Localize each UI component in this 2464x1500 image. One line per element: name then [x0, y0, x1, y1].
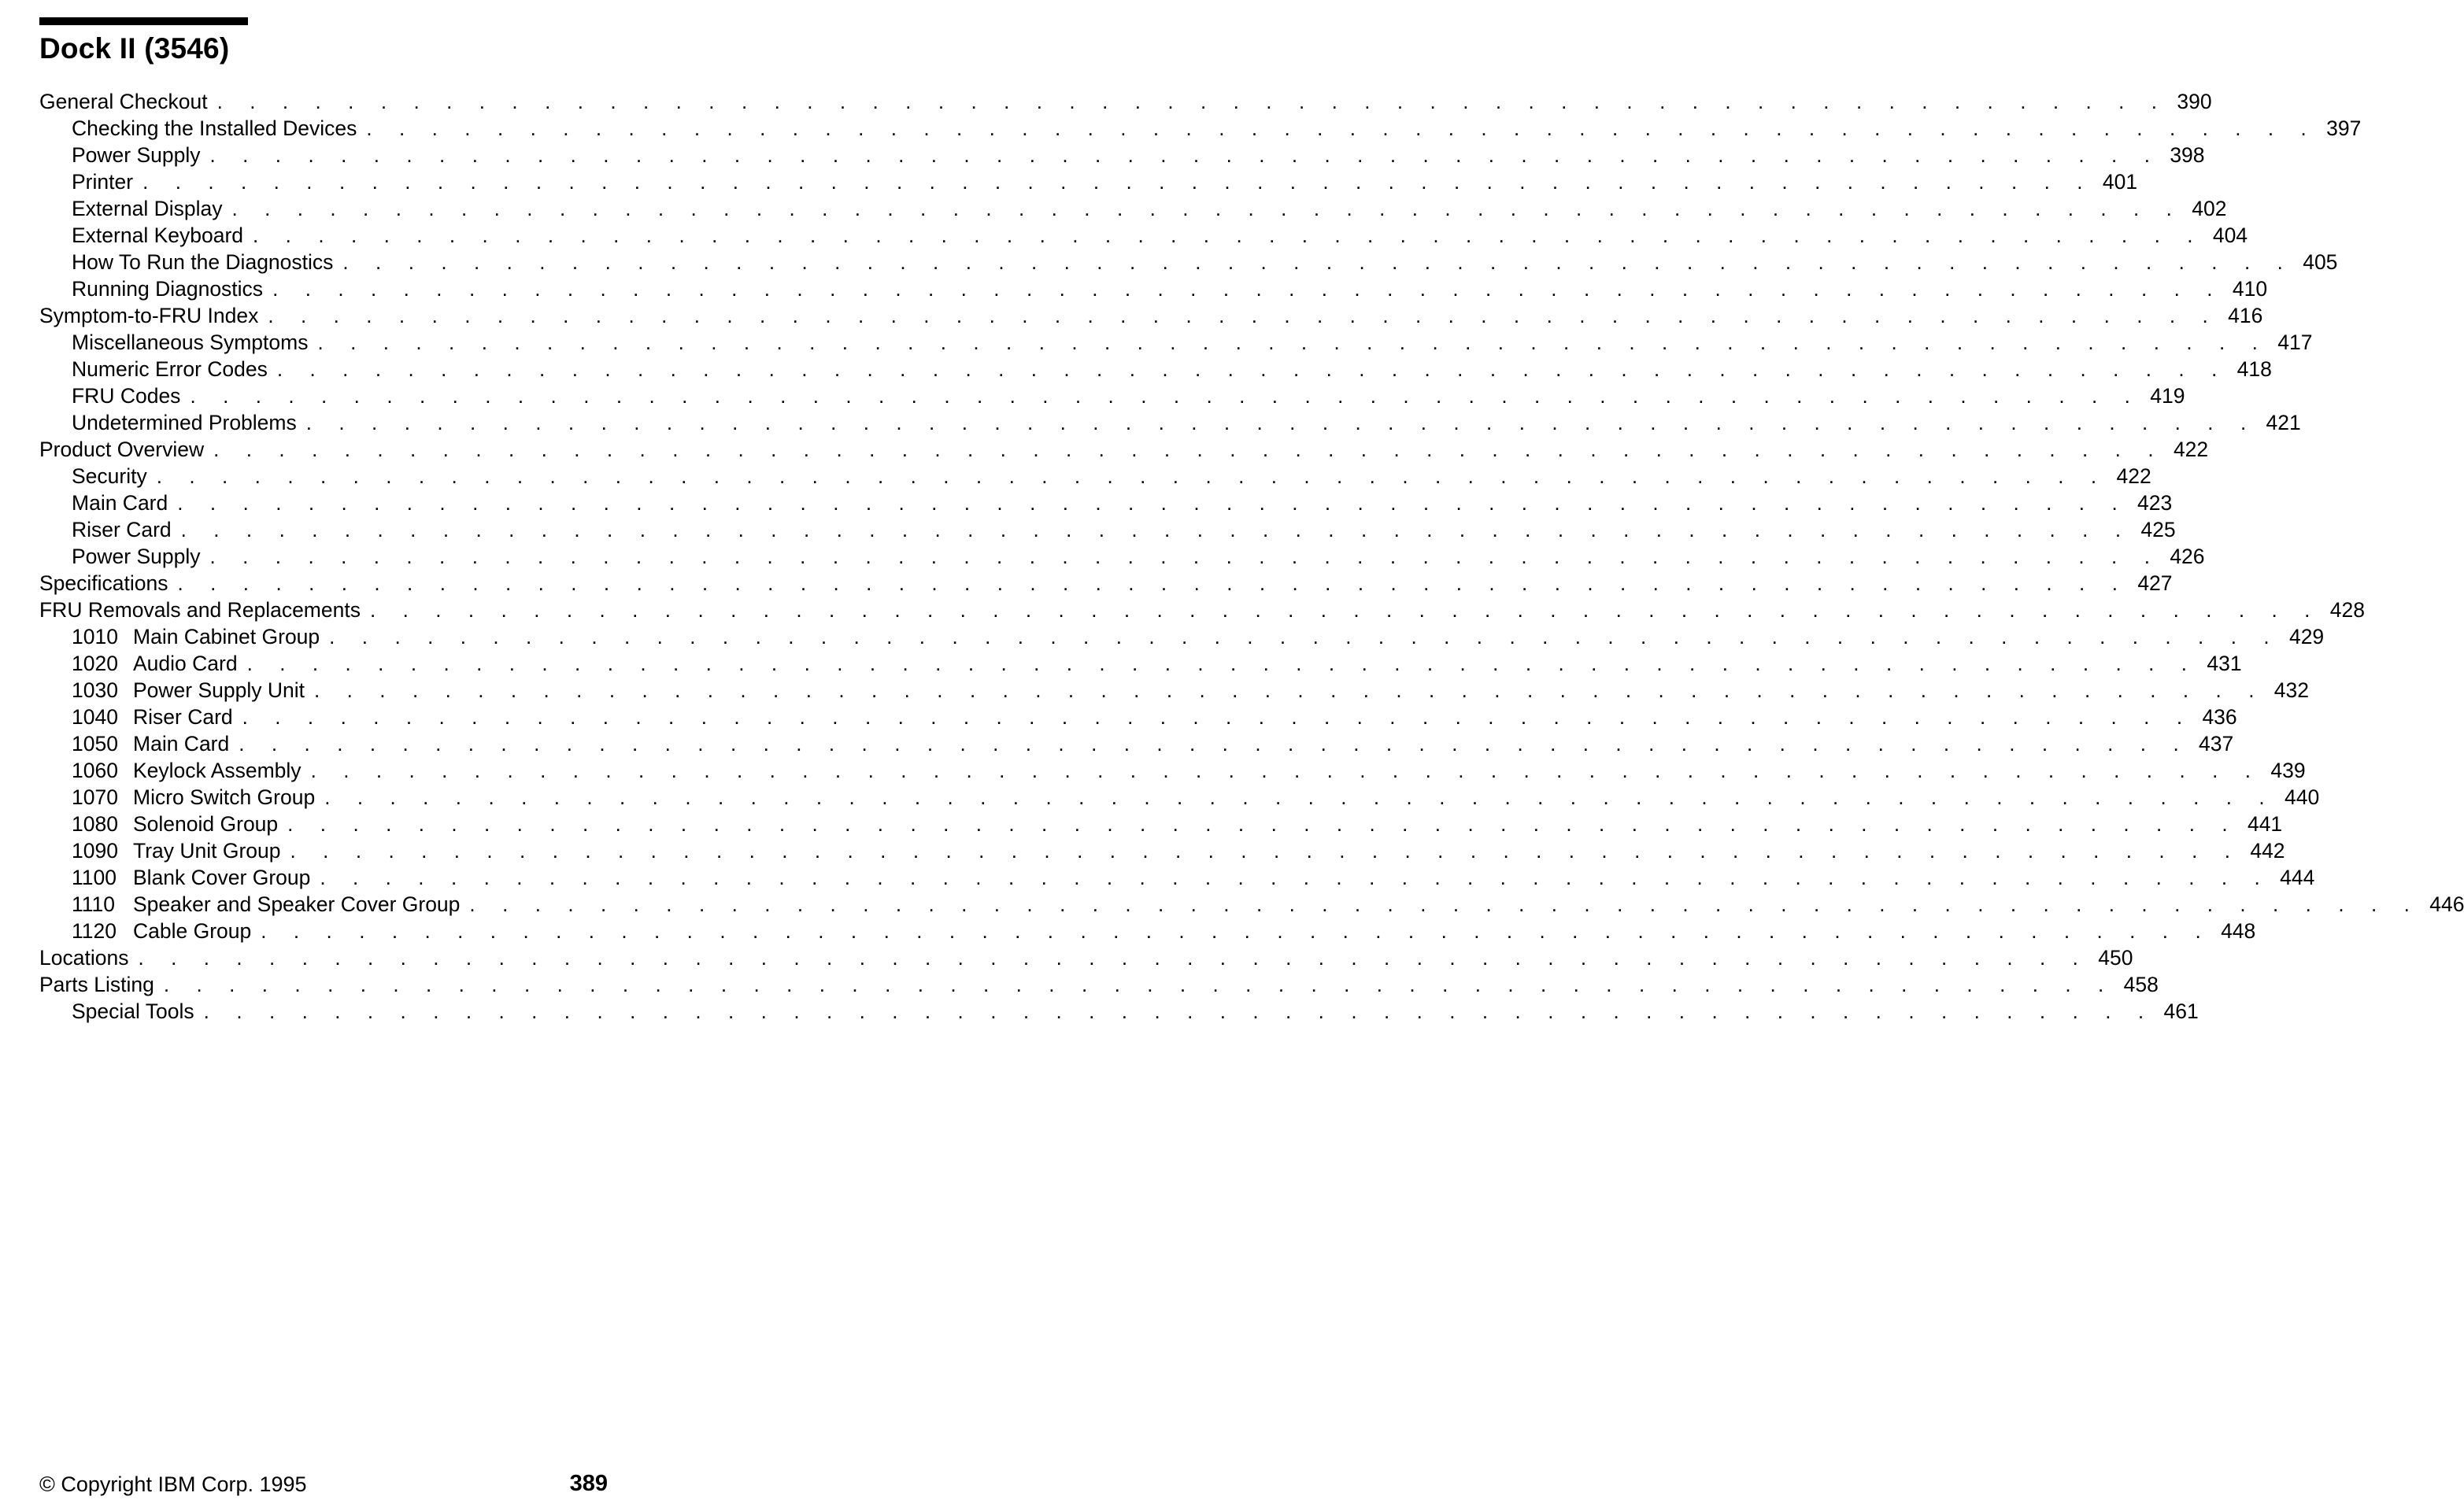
toc-entry-page: 437: [2199, 732, 2234, 756]
toc-entry-page: 436: [2202, 705, 2237, 729]
toc-entry-label: Power Supply: [72, 545, 201, 568]
toc-entry-page: 444: [2280, 866, 2315, 889]
page-title: Dock II (3546): [39, 32, 230, 65]
toc-entry-label: Tray Unit Group: [133, 839, 281, 863]
dot-leader: . . . . . . . . . . . . . . . . . . . . . . . . . . . . . . . . . . . . . . . . . . . . . . . . . . . . . . . . . . . .: [209, 143, 2161, 167]
toc-entry-page: 431: [2207, 652, 2242, 675]
dot-leader: . . . . . . . . . . . . . . . . . . . . . . . . . . . . . . . . . . . . . . . . . . . . . . . . . . . . . . . . . . . .: [268, 304, 2219, 327]
dot-leader: . . . . . . . . . . . . . . . . . . . . . . . . . . . . . . . . . . . . . . . . . . . . . . . . . . . . . . . . . . . .: [261, 919, 2212, 943]
dot-leader: . . . . . . . . . . . . . . . . . . . . . . . . . . . . . . . . . . . . . . . . . . . . . . . . . . . . . . . . . . . .: [190, 384, 2141, 408]
toc-entry-number: 1110: [72, 892, 116, 916]
toc-entry[interactable]: [39, 597, 2365, 623]
toc-entry[interactable]: [39, 944, 2133, 971]
table-of-contents: [39, 88, 2464, 1025]
toc-entry[interactable]: [39, 623, 2325, 650]
dot-leader: . . . . . . . . . . . . . . . . . . . . . . . . . . . . . . . . . . . . . . . . . . . . . . . . . . . . . . . . . . . .: [366, 116, 2318, 140]
toc-entry[interactable]: [39, 891, 2464, 918]
toc-entry-label: Undetermined Problems: [72, 411, 297, 434]
toc-entry-label: Specifications: [39, 571, 168, 595]
toc-entry[interactable]: [39, 677, 2310, 704]
dot-leader: . . . . . . . . . . . . . . . . . . . . . . . . . . . . . . . . . . . . . . . . . . . . . . . . . . . . . . . . . . . .: [138, 946, 2089, 970]
toc-entry-label: Riser Card: [72, 518, 172, 541]
dot-leader: . . . . . . . . . . . . . . . . . . . . . . . . . . . . . . . . . . . . . . . . . . . . . . . . . . . . . . . . . . . .: [310, 759, 2262, 782]
page-number: 389: [569, 1471, 608, 1496]
toc-entry-page: 461: [2163, 999, 2199, 1023]
toc-entry-label: Speaker and Speaker Cover Group: [133, 892, 461, 916]
toc-entry-label: Parts Listing: [39, 973, 154, 996]
toc-entry-page: 441: [2247, 812, 2283, 836]
toc-entry-label: Main Card: [72, 491, 168, 515]
toc-entry-label: Power Supply: [72, 143, 201, 167]
toc-entry[interactable]: [39, 356, 2272, 382]
toc-entry-page: 422: [2116, 464, 2151, 488]
toc-entry[interactable]: [39, 142, 2205, 168]
toc-entry-page: 426: [2170, 545, 2205, 568]
dot-leader: . . . . . . . . . . . . . . . . . . . . . . . . . . . . . . . . . . . . . . . . . . . . . . . . . . . . . . . . . . . .: [242, 705, 2193, 729]
dot-leader: . . . . . . . . . . . . . . . . . . . . . . . . . . . . . . . . . . . . . . . . . . . . . . . . . . . . . . . . . . . .: [317, 331, 2269, 354]
toc-entry[interactable]: [39, 570, 2173, 597]
toc-entry-page: 422: [2173, 438, 2209, 461]
toc-entry[interactable]: [39, 275, 2268, 302]
toc-entry-page: 442: [2250, 839, 2285, 863]
toc-entry-page: 446: [2429, 892, 2464, 916]
toc-entry-page: 390: [2177, 90, 2212, 113]
toc-entry-label: Symptom-to-FRU Index: [39, 304, 259, 327]
toc-entry[interactable]: [39, 195, 2227, 222]
toc-entry-number: 1070: [72, 785, 118, 809]
toc-entry[interactable]: [39, 998, 2199, 1025]
toc-entry-label: Checking the Installed Devices: [72, 116, 357, 140]
dot-leader: . . . . . . . . . . . . . . . . . . . . . . . . . . . . . . . . . . . . . . . . . . . . . . . . . . . . . . . . . . . .: [469, 892, 2421, 916]
dot-leader: . . . . . . . . . . . . . . . . . . . . . . . . . . . . . . . . . . . . . . . . . . . . . . . . . . . . . . . . . . . .: [177, 571, 2129, 595]
toc-entry-number: 1050: [72, 732, 118, 756]
dot-leader: . . . . . . . . . . . . . . . . . . . . . . . . . . . . . . . . . . . . . . . . . . . . . . . . . . . . . . . . . . . .: [324, 785, 2276, 809]
toc-entry-label: Main Cabinet Group: [133, 625, 320, 648]
dot-leader: . . . . . . . . . . . . . . . . . . . . . . . . . . . . . . . . . . . . . . . . . . . . . . . . . . . . . . . . . . . .: [203, 999, 2155, 1023]
toc-entry-label: Security: [72, 464, 147, 488]
toc-entry[interactable]: [39, 971, 2159, 998]
toc-entry[interactable]: [39, 382, 2185, 409]
title-rule: [39, 17, 248, 25]
toc-entry-page: 425: [2140, 518, 2176, 541]
toc-entry-page: 405: [2303, 250, 2338, 274]
dot-leader: . . . . . . . . . . . . . . . . . . . . . . . . . . . . . . . . . . . . . . . . . . . . . . . . . . . . . . . . . . . .: [177, 491, 2129, 515]
toc-entry[interactable]: [39, 837, 2285, 864]
toc-entry-number: 1020: [72, 652, 118, 675]
toc-entry-number: 1080: [72, 812, 118, 836]
toc-entry-page: 417: [2277, 331, 2313, 354]
dot-leader: . . . . . . . . . . . . . . . . . . . . . . . . . . . . . . . . . . . . . . . . . . . . . . . . . . . . . . . . . . . .: [369, 598, 2321, 622]
dot-leader: . . . . . . . . . . . . . . . . . . . . . . . . . . . . . . . . . . . . . . . . . . . . . . . . . . . . . . . . . . . .: [239, 732, 2190, 756]
toc-entry-number: 1090: [72, 839, 118, 863]
toc-entry-page: 397: [2326, 116, 2362, 140]
toc-entry[interactable]: [39, 704, 2237, 730]
toc-entry-page: 448: [2221, 919, 2256, 943]
toc-entry-page: 440: [2285, 785, 2320, 809]
toc-entry[interactable]: [39, 757, 2306, 784]
toc-entry[interactable]: [39, 811, 2283, 837]
toc-entry[interactable]: [39, 864, 2315, 891]
toc-entry-label: Product Overview: [39, 438, 205, 461]
toc-entry-number: 1100: [72, 866, 117, 889]
toc-entry[interactable]: [39, 918, 2256, 944]
toc-entry-label: Main Card: [133, 732, 230, 756]
toc-entry-label: Audio Card: [133, 652, 238, 675]
toc-entry-label: Printer: [72, 170, 134, 194]
toc-entry-number: 1120: [72, 919, 117, 943]
dot-leader: . . . . . . . . . . . . . . . . . . . . . . . . . . . . . . . . . . . . . . . . . . . . . . . . . . . . . . . . . . . .: [213, 438, 2165, 461]
toc-entry[interactable]: [39, 115, 2362, 142]
dot-leader: . . . . . . . . . . . . . . . . . . . . . . . . . . . . . . . . . . . . . . . . . . . . . . . . . . . . . . . . . . . .: [272, 277, 2224, 301]
dot-leader: . . . . . . . . . . . . . . . . . . . . . . . . . . . . . . . . . . . . . . . . . . . . . . . . . . . . . . . . . . . .: [276, 357, 2228, 381]
toc-entry-page: 423: [2137, 491, 2173, 515]
toc-entry-page: 432: [2273, 678, 2310, 702]
dot-leader: . . . . . . . . . . . . . . . . . . . . . . . . . . . . . . . . . . . . . . . . . . . . . . . . . . . . . . . . . . . .: [320, 866, 2271, 889]
toc-entry[interactable]: [39, 730, 2234, 757]
toc-entry[interactable]: [39, 516, 2176, 543]
dot-leader: . . . . . . . . . . . . . . . . . . . . . . . . . . . . . . . . . . . . . . . . . . . . . . . . . . . . . . . . . . . .: [142, 170, 2094, 194]
dot-leader: . . . . . . . . . . . . . . . . . . . . . . . . . . . . . . . . . . . . . . . . . . . . . . . . . . . . . . . . . . . .: [314, 678, 2266, 702]
toc-entry[interactable]: [39, 222, 2248, 249]
toc-entry-page: 404: [2212, 224, 2248, 247]
toc-entry-label: Running Diagnostics: [72, 277, 264, 301]
toc-entry-number: 1030: [72, 678, 118, 702]
toc-entry-page: 450: [2098, 946, 2133, 970]
dot-leader: . . . . . . . . . . . . . . . . . . . . . . . . . . . . . . . . . . . . . . . . . . . . . . . . . . . . . . . . . . . .: [305, 411, 2257, 434]
toc-entry-page: 439: [2270, 759, 2306, 782]
toc-entry[interactable]: [39, 784, 2320, 811]
toc-entry-label: Power Supply Unit: [133, 678, 305, 702]
toc-entry[interactable]: [39, 650, 2242, 677]
toc-entry[interactable]: [39, 302, 2263, 329]
dot-leader: . . . . . . . . . . . . . . . . . . . . . . . . . . . . . . . . . . . . . . . . . . . . . . . . . . . . . . . . . . . .: [163, 973, 2114, 996]
toc-entry-label: Numeric Error Codes: [72, 357, 268, 381]
toc-entry-label: Micro Switch Group: [133, 785, 316, 809]
toc-entry-label: External Display: [72, 197, 223, 220]
toc-entry-label: How To Run the Diagnostics: [72, 250, 334, 274]
toc-entry-label: General Checkout: [39, 90, 208, 113]
dot-leader: . . . . . . . . . . . . . . . . . . . . . . . . . . . . . . . . . . . . . . . . . . . . . . . . . . . . . . . . . . . .: [156, 464, 2107, 488]
toc-entry-page: 418: [2236, 357, 2272, 381]
toc-entry-label: Locations: [39, 946, 129, 970]
toc-entry-page: 401: [2102, 170, 2138, 194]
dot-leader: . . . . . . . . . . . . . . . . . . . . . . . . . . . . . . . . . . . . . . . . . . . . . . . . . . . . . . . . . . . .: [287, 812, 2239, 836]
toc-entry[interactable]: [39, 168, 2138, 195]
dot-leader: . . . . . . . . . . . . . . . . . . . . . . . . . . . . . . . . . . . . . . . . . . . . . . . . . . . . . . . . . . . .: [216, 90, 2168, 113]
toc-entry-page: 428: [2329, 598, 2365, 622]
dot-leader: . . . . . . . . . . . . . . . . . . . . . . . . . . . . . . . . . . . . . . . . . . . . . . . . . . . . . . . . . . . .: [329, 625, 2281, 648]
toc-entry-label: Miscellaneous Symptoms: [72, 331, 309, 354]
toc-entry[interactable]: [39, 249, 2338, 275]
toc-entry-page: 419: [2150, 384, 2185, 408]
toc-entry[interactable]: [39, 463, 2151, 490]
toc-entry-label: Solenoid Group: [133, 812, 279, 836]
toc-entry-label: Special Tools: [72, 999, 194, 1023]
toc-entry-label: FRU Removals and Replacements: [39, 598, 361, 622]
toc-entry-page: 410: [2232, 277, 2268, 301]
toc-entry-label: Keylock Assembly: [133, 759, 302, 782]
toc-entry-label: Riser Card: [133, 705, 233, 729]
dot-leader: . . . . . . . . . . . . . . . . . . . . . . . . . . . . . . . . . . . . . . . . . . . . . . . . . . . . . . . . . . . .: [246, 652, 2198, 675]
toc-entry[interactable]: [39, 88, 2212, 115]
dot-leader: . . . . . . . . . . . . . . . . . . . . . . . . . . . . . . . . . . . . . . . . . . . . . . . . . . . . . . . . . . . .: [180, 518, 2132, 541]
toc-entry-number: 1040: [72, 705, 118, 729]
dot-leader: . . . . . . . . . . . . . . . . . . . . . . . . . . . . . . . . . . . . . . . . . . . . . . . . . . . . . . . . . . . .: [253, 224, 2204, 247]
copyright-notice: © Copyright IBM Corp. 1995: [39, 1472, 307, 1496]
toc-entry[interactable]: [39, 409, 2301, 436]
toc-entry[interactable]: [39, 490, 2173, 516]
toc-entry-page: 458: [2123, 973, 2159, 996]
toc-entry-page: 427: [2137, 571, 2173, 595]
toc-entry-number: 1010: [72, 625, 118, 648]
toc-entry-page: 398: [2170, 143, 2205, 167]
dot-leader: . . . . . . . . . . . . . . . . . . . . . . . . . . . . . . . . . . . . . . . . . . . . . . . . . . . . . . . . . . . .: [342, 250, 2294, 274]
toc-entry-number: 1060: [72, 759, 118, 782]
toc-entry-label: External Keyboard: [72, 224, 244, 247]
toc-entry[interactable]: [39, 436, 2209, 463]
toc-entry[interactable]: [39, 329, 2313, 356]
toc-entry-label: Blank Cover Group: [133, 866, 311, 889]
toc-entry-label: FRU Codes: [72, 384, 181, 408]
toc-entry-page: 421: [2266, 411, 2301, 434]
toc-entry[interactable]: [39, 543, 2205, 570]
toc-entry-label: Cable Group: [133, 919, 252, 943]
dot-leader: . . . . . . . . . . . . . . . . . . . . . . . . . . . . . . . . . . . . . . . . . . . . . . . . . . . . . . . . . . . .: [231, 197, 2183, 220]
toc-entry-page: 429: [2288, 625, 2325, 648]
dot-leader: . . . . . . . . . . . . . . . . . . . . . . . . . . . . . . . . . . . . . . . . . . . . . . . . . . . . . . . . . . . .: [290, 839, 2241, 863]
toc-entry-page: 402: [2192, 197, 2227, 220]
toc-entry-page: 416: [2228, 304, 2263, 327]
dot-leader: . . . . . . . . . . . . . . . . . . . . . . . . . . . . . . . . . . . . . . . . . . . . . . . . . . . . . . . . . . . .: [209, 545, 2161, 568]
